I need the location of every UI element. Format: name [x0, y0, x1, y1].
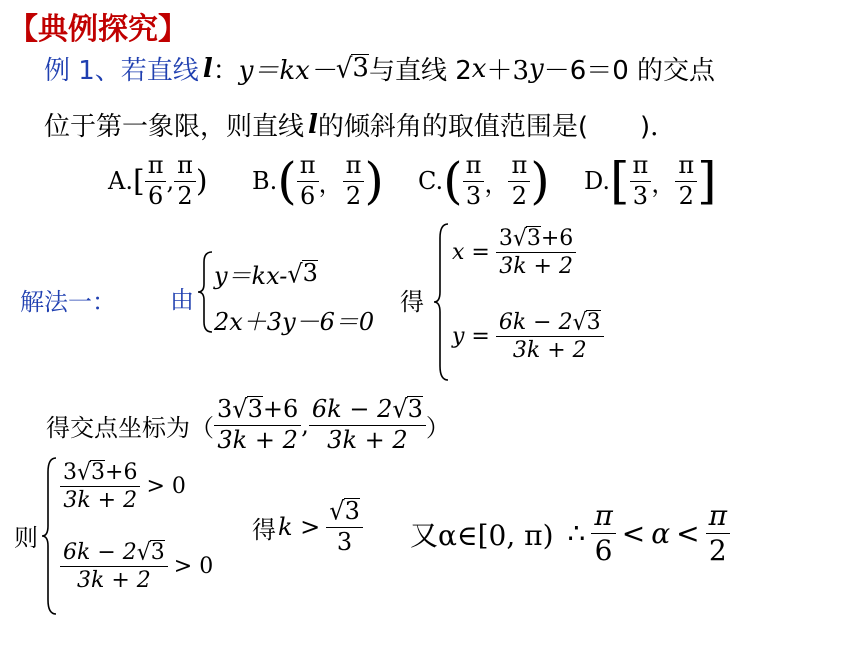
numerator: π — [591, 500, 615, 534]
comma: , — [166, 167, 175, 195]
sqrt-3: 3 — [352, 53, 369, 84]
option-d — [584, 146, 717, 216]
option-b — [252, 146, 384, 216]
num-plus-6: +6 — [105, 460, 138, 485]
gt-zero: > 0 — [173, 554, 214, 580]
sqrt-3: 3 — [91, 460, 106, 485]
fraction-pi-6 — [145, 152, 167, 210]
section-title: 【典例探究】 — [8, 12, 188, 47]
line2-text-b: 的倾斜角的取值范围是( )． — [317, 112, 677, 142]
numerator: π — [297, 152, 319, 182]
denominator: 6 — [147, 181, 164, 210]
numerator — [60, 540, 168, 567]
denominator: 6 — [594, 534, 613, 568]
result-de: 得 — [252, 515, 276, 544]
var-y: y — [528, 53, 544, 84]
denominator: 2 — [177, 181, 193, 210]
option-c-label: C. — [418, 167, 444, 195]
num-plus-6: +6 — [540, 226, 574, 251]
denominator: 2 — [511, 181, 527, 210]
left-brace-icon — [40, 456, 58, 616]
you-text: 由 — [170, 286, 194, 314]
sqrt-3: 3 — [407, 395, 423, 423]
paren-open: ( — [443, 152, 463, 210]
radical-icon: √ — [287, 258, 303, 289]
radical-icon: √ — [232, 394, 248, 424]
example-prefix: 例 1、若直线 — [44, 56, 199, 86]
num-3: 3 — [217, 395, 233, 423]
fraction-x — [60, 460, 140, 514]
system-eq-1 — [214, 256, 318, 291]
left-brace-icon — [196, 250, 214, 334]
gt-zero: > 0 — [146, 474, 186, 500]
numerator: π — [343, 152, 365, 182]
option-a — [108, 146, 208, 216]
numerator — [496, 226, 576, 253]
fraction-pi-2 — [343, 152, 365, 210]
numerator: π — [675, 152, 697, 182]
numerator — [214, 396, 301, 426]
radical-icon: √ — [335, 52, 353, 85]
colon: ： — [212, 56, 239, 86]
radical-icon: √ — [77, 459, 92, 486]
sqrt-3: 3 — [526, 226, 541, 251]
point-close: ） — [425, 413, 450, 442]
intersection-point — [46, 396, 450, 454]
denominator: 3 — [632, 181, 649, 210]
fraction-y — [496, 310, 604, 364]
bracket-open: [ — [132, 163, 145, 199]
system-eq-2: 2x＋3y－6＝0 — [214, 308, 375, 336]
problem-tail: －6＝0 的交点 — [543, 56, 716, 86]
line-l-symbol-2: l — [308, 109, 318, 140]
denominator: 3k + 2 — [327, 425, 408, 454]
plus-3: ＋3 — [486, 56, 529, 86]
k-gt: k > — [278, 513, 321, 542]
num-plus-6: +6 — [262, 395, 299, 423]
fraction-pi-2 — [508, 152, 530, 210]
ineq-1 — [60, 460, 186, 514]
paren-close: ) — [364, 152, 384, 210]
comma: ， — [651, 169, 676, 198]
option-b-label: B. — [252, 167, 278, 195]
fraction-pi-3 — [463, 152, 485, 210]
less-than: < — [621, 517, 646, 551]
option-d-label: D. — [584, 167, 611, 195]
left-brace-icon — [432, 222, 450, 382]
line2-text-a: 位于第一象限，则直线 — [44, 112, 305, 142]
fraction-pi-2 — [174, 152, 196, 210]
problem-line-1 — [44, 50, 715, 87]
sqrt-3: 3 — [247, 395, 263, 423]
fraction-pi-3 — [630, 152, 652, 210]
var-x: x — [471, 53, 487, 84]
de-text: 得 — [400, 288, 424, 316]
alpha-range — [410, 500, 730, 567]
sqrt-3: 3 — [586, 310, 601, 335]
num-6k-2: 6k − 2 — [63, 540, 137, 565]
num-3: 3 — [63, 460, 77, 485]
comma: ， — [484, 169, 509, 198]
sqrt-3: 3 — [150, 540, 165, 565]
denominator: 3k + 2 — [499, 254, 573, 280]
denominator: 6 — [300, 181, 316, 210]
radical-icon: √ — [329, 496, 345, 526]
fraction-x — [496, 226, 576, 280]
alpha-domain: 又α∈[0, π) — [410, 518, 554, 552]
num-6k-2: 6k − 2 — [311, 395, 393, 423]
k-result — [252, 498, 363, 556]
radical-icon: √ — [512, 225, 527, 252]
option-a-label: A. — [108, 167, 133, 195]
radical-icon: √ — [572, 309, 587, 336]
numerator — [60, 460, 140, 487]
denominator: 2 — [345, 181, 362, 210]
y-solution — [452, 310, 604, 364]
numerator: π — [463, 152, 485, 182]
fraction-pi-6 — [297, 152, 319, 210]
numerator: π — [145, 152, 167, 182]
denominator: 3k + 2 — [77, 568, 151, 594]
fraction-y — [309, 396, 426, 454]
numerator: π — [706, 500, 730, 534]
denominator: 3k + 2 — [63, 488, 138, 514]
denominator: 3 — [336, 527, 353, 556]
alpha-symbol: α — [651, 517, 671, 551]
numerator: π — [174, 152, 196, 182]
joiner-text: 与直线 2 — [368, 56, 472, 86]
denominator: 3k + 2 — [217, 425, 298, 454]
method-label: 解法一： — [20, 288, 116, 316]
x-eq: x = — [452, 240, 490, 266]
numerator — [496, 310, 604, 337]
comma: ， — [318, 169, 343, 198]
num-3: 3 — [498, 226, 513, 251]
num-6k-2: 6k − 2 — [498, 310, 573, 335]
radical-icon: √ — [136, 539, 151, 566]
x-solution — [452, 226, 576, 280]
numerator: π — [508, 152, 530, 182]
fraction-pi-6 — [591, 500, 615, 567]
sqrt-3: 3 — [344, 497, 360, 525]
denominator: 2 — [708, 534, 727, 568]
less-than: < — [676, 517, 700, 551]
denominator: 2 — [678, 181, 694, 210]
fraction-pi-2 — [675, 152, 697, 210]
y-eq: y = — [452, 324, 490, 350]
line-equation: y＝kx－ — [238, 56, 336, 86]
fraction-pi-2 — [706, 500, 730, 567]
option-c — [418, 146, 550, 216]
comma: , — [301, 411, 309, 440]
denominator: 3 — [465, 181, 482, 210]
radical-icon: √ — [392, 394, 408, 424]
fraction-y — [60, 540, 168, 594]
bracket-open: [ — [610, 152, 630, 210]
line-l-symbol: l — [202, 53, 213, 84]
fraction-sqrt3-3 — [326, 498, 363, 556]
problem-line-2 — [44, 106, 676, 143]
ineq-2 — [60, 540, 213, 594]
numerator — [326, 498, 363, 528]
ze-text: 则 — [14, 524, 38, 552]
numerator: π — [630, 152, 652, 182]
fraction-x — [214, 396, 301, 454]
paren-close: ) — [530, 152, 550, 210]
sqrt-3: 3 — [302, 259, 318, 288]
sys-eq1-text: y＝kx- — [214, 262, 288, 290]
point-label: 得交点坐标为（ — [46, 413, 214, 442]
numerator — [309, 396, 426, 426]
denominator: 3k + 2 — [512, 338, 587, 364]
paren-close: ) — [195, 163, 208, 199]
bracket-close: ] — [697, 152, 717, 210]
paren-open: ( — [277, 152, 297, 210]
therefore-icon: ∴ — [567, 517, 586, 551]
